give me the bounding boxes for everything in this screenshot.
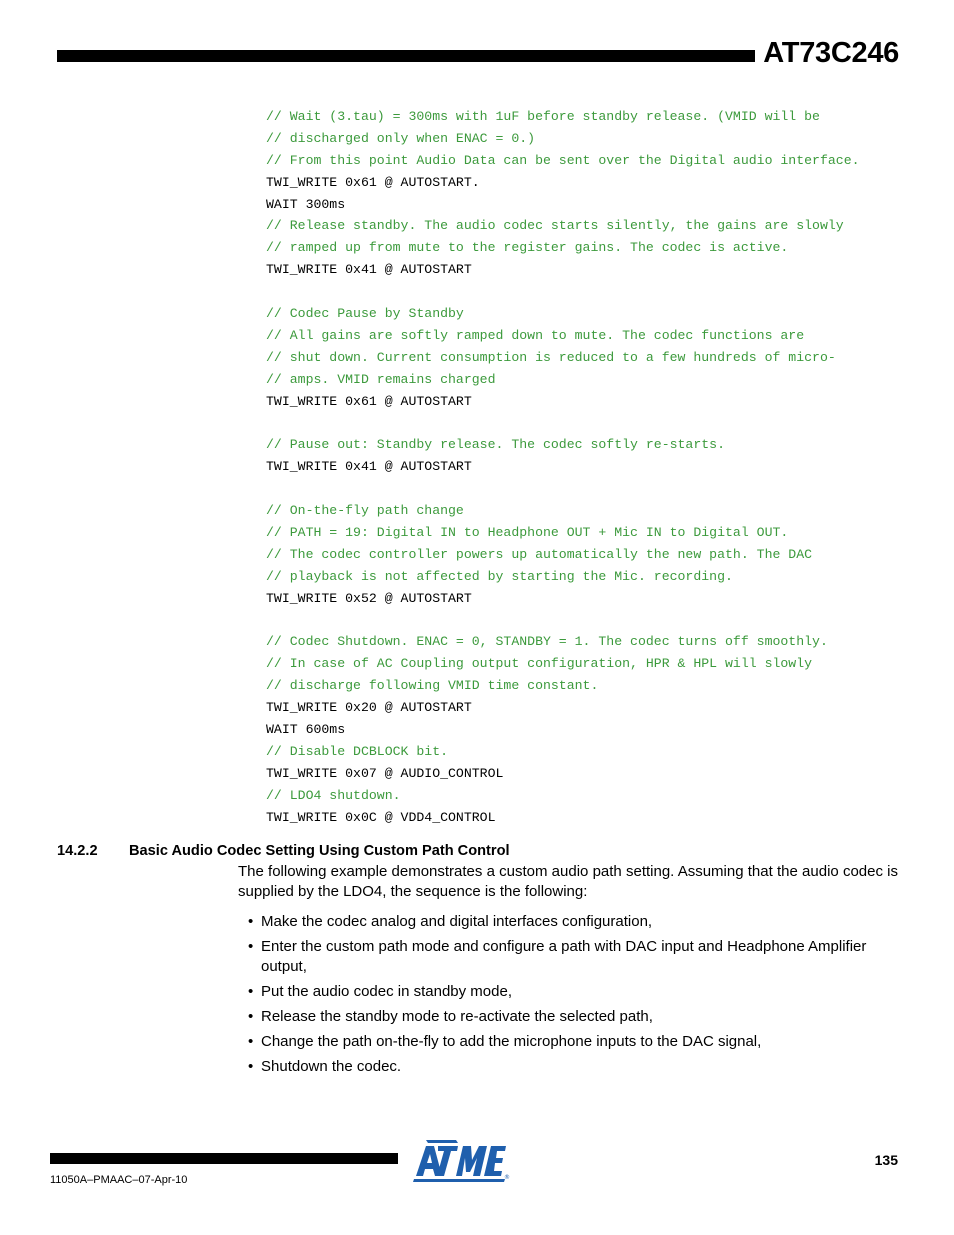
list-item	[246, 1032, 898, 1052]
code-command-line: TWI_WRITE 0x61 @ AUTOSTART	[266, 393, 472, 409]
code-comment-line: // Pause out: Standby release. The codec softly re-starts.	[266, 437, 725, 453]
svg-text:®: ®	[504, 1174, 510, 1181]
bullet-icon: •	[248, 1033, 254, 1050]
code-comment-line: // playback is not affected by starting the Mic. recording.	[266, 568, 733, 584]
bullet-icon: •	[248, 913, 254, 930]
atmel-logo-icon	[412, 1138, 508, 1184]
code-comment-line: // Codec Pause by Standby	[266, 306, 464, 322]
bullet-icon: •	[248, 1008, 254, 1025]
code-comment-line: // The codec controller powers up automatically the new path. The DAC	[266, 546, 813, 562]
code-blank-line	[266, 478, 926, 500]
bullet-icon: •	[248, 938, 254, 955]
code-command-line: TWI_WRITE 0x20 @ AUTOSTART	[266, 700, 472, 716]
code-comment-line: // Disable DCBLOCK bit.	[266, 743, 449, 759]
footer-rule	[50, 1153, 398, 1164]
list-item-text: Change the path on-the-fly to add the microphone inputs to the DAC signal,	[261, 1033, 762, 1050]
code-comment-line: // On-the-fly path change	[266, 503, 464, 519]
code-comment-line: // Codec Shutdown. ENAC = 0, STANDBY = 1. The codec turns off smoothly.	[266, 634, 828, 650]
list-item-text: Enter the custom path mode and configure a path with DAC input and Headphone Amplifier output,	[261, 938, 867, 975]
code-command-line: TWI_WRITE 0x41 @ AUTOSTART	[266, 459, 472, 475]
header-rule	[57, 50, 755, 62]
code-command-line: TWI_WRITE 0x61 @ AUTOSTART.	[266, 174, 480, 190]
code-command-line: TWI_WRITE 0x41 @ AUTOSTART	[266, 262, 472, 278]
code-comment-line: // Wait (3.tau) = 300ms with 1uF before standby release. (VMID will be	[266, 109, 820, 124]
section-number: 14.2.2	[57, 843, 98, 859]
page-number: 135	[874, 1152, 898, 1168]
list-item	[246, 912, 898, 932]
code-command-line: TWI_WRITE 0x52 @ AUTOSTART	[266, 590, 472, 606]
intro-paragraph: The following example demonstrates a custom audio path setting. Assuming that the audio codec is supplied by the LDO4, the sequence is the following:	[238, 863, 898, 900]
code-comment-line: // amps. VMID remains charged	[266, 371, 496, 387]
code-comment-line: // PATH = 19: Digital IN to Headphone OUT + Mic IN to Digital OUT.	[266, 524, 789, 540]
code-comment-line: // All gains are softly ramped down to mute. The codec functions are	[266, 327, 805, 343]
list-item	[246, 1057, 898, 1077]
code-blank-line	[266, 609, 926, 631]
document-title: AT73C246	[763, 37, 899, 69]
code-comment-line: // discharge following VMID time constant.	[266, 678, 599, 694]
step-list	[246, 912, 898, 1082]
code-comment-line: // discharged only when ENAC = 0.)	[266, 130, 536, 146]
code-comment-line: // From this point Audio Data can be sent over the Digital audio interface.	[266, 152, 860, 168]
document-reference: 11050A–PMAAC–07-Apr-10	[50, 1174, 188, 1186]
code-comment-line: // LDO4 shutdown.	[266, 787, 401, 803]
code-blank-line	[266, 412, 926, 434]
code-comment-line: // ramped up from mute to the register gains. The codec is active.	[266, 240, 789, 256]
code-comment-line: // shut down. Current consumption is reduced to a few hundreds of micro-	[266, 349, 836, 365]
list-item	[246, 1007, 898, 1027]
bullet-icon: •	[248, 1058, 254, 1075]
code-command-line: TWI_WRITE 0x0C @ VDD4_CONTROL	[266, 809, 496, 825]
code-command-line: TWI_WRITE 0x07 @ AUDIO_CONTROL	[266, 765, 504, 781]
section-heading	[57, 841, 907, 861]
code-listing	[266, 106, 926, 828]
list-item-text: Shutdown the codec.	[261, 1058, 402, 1075]
code-comment-line: // In case of AC Coupling output configuration, HPR & HPL will slowly	[266, 656, 813, 672]
list-item	[246, 937, 898, 977]
code-blank-line	[266, 281, 926, 303]
list-item-text: Release the standby mode to re-activate the selected path,	[261, 1008, 653, 1025]
list-item-text: Put the audio codec in standby mode,	[261, 983, 513, 1000]
code-comment-line: // Release standby. The audio codec starts silently, the gains are slowly	[266, 218, 844, 234]
bullet-icon: •	[248, 983, 254, 1000]
section-title: Basic Audio Codec Setting Using Custom Path Control	[129, 843, 510, 859]
list-item-text: Make the codec analog and digital interfaces configuration,	[261, 913, 653, 930]
list-item	[246, 982, 898, 1002]
code-command-line: WAIT 300ms	[266, 196, 346, 212]
code-command-line: WAIT 600ms	[266, 721, 346, 737]
